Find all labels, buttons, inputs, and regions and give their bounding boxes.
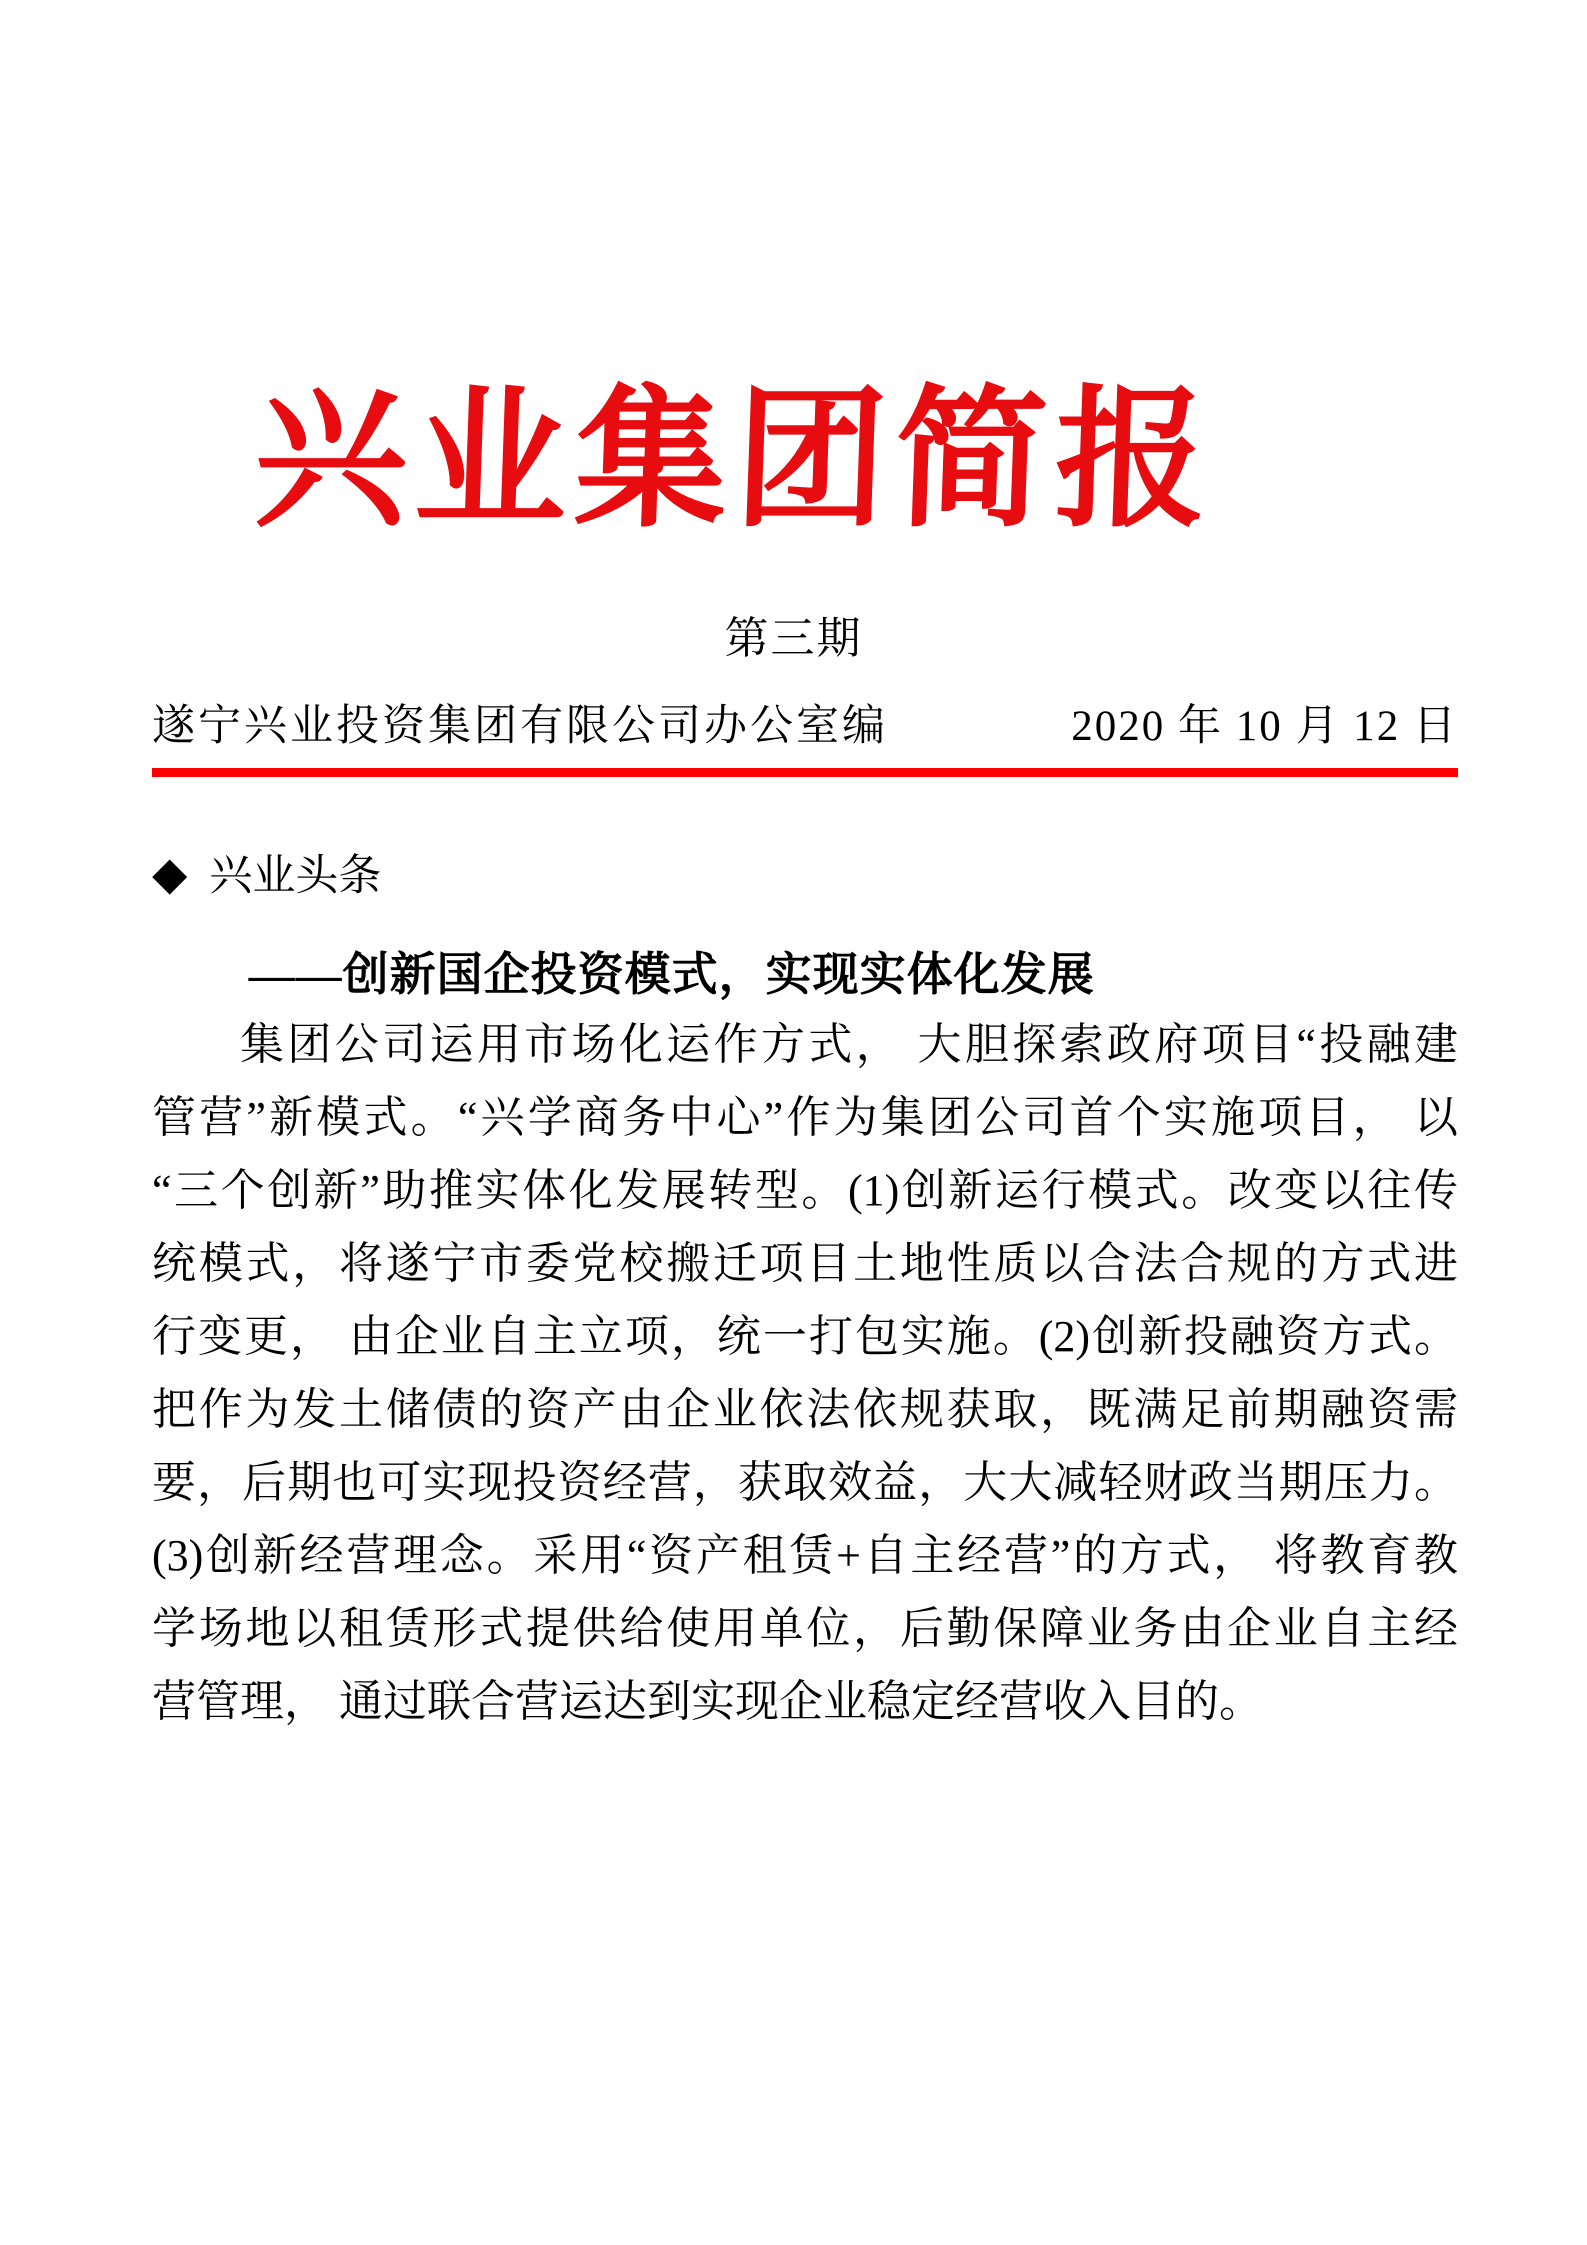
masthead-title: 兴业集团简报 — [252, 377, 1218, 545]
body-line: 要，后期也可实现投资经营，获取效益，大大减轻财政当期压力。 — [152, 1458, 1458, 1507]
body-line: 集团公司运用市场化运作方式， 大胆探索政府项目“投融建 — [240, 1020, 1458, 1069]
body-line: 营管理， 通过联合营运达到实现企业稳定经营收入目的。 — [152, 1677, 1263, 1726]
body-line: 学场地以租赁形式提供给使用单位，后勤保障业务由企业自主经 — [152, 1604, 1458, 1653]
body-line: 统模式，将遂宁市委党校搬迁项目土地性质以合法合规的方式进 — [152, 1239, 1458, 1288]
diamond-bullet-icon: ◆ — [152, 846, 188, 899]
headline-subtitle: ——创新国企投资模式，实现实体化发展 — [248, 949, 1095, 1000]
body-line: (3)创新经营理念。采用“资产租赁+自主经营”的方式， 将教育教 — [152, 1531, 1458, 1580]
headline-section-header — [152, 842, 381, 903]
publication-line — [152, 692, 1458, 753]
red-divider-rule — [152, 768, 1458, 777]
publisher-name: 遂宁兴业投资集团有限公司办公室编 — [152, 703, 888, 750]
headline-body-paragraph — [152, 1008, 1458, 1738]
body-line: 行变更， 由企业自主立项，统一打包实施。(2)创新投融资方式。 — [152, 1312, 1458, 1361]
body-line: “三个创新”助推实体化发展转型。(1)创新运行模式。改变以往传 — [152, 1166, 1458, 1215]
publication-date: 2020 年 10 月 12 日 — [1071, 703, 1458, 750]
issue-number: 第三期 — [724, 614, 863, 663]
headline-section-title: 兴业头条 — [209, 852, 382, 900]
body-line: 把作为发土储债的资产由企业依法依规获取，既满足前期融资需 — [152, 1385, 1458, 1434]
body-line: 管营”新模式。“兴学商务中心”作为集团公司首个实施项目， 以 — [152, 1093, 1458, 1142]
